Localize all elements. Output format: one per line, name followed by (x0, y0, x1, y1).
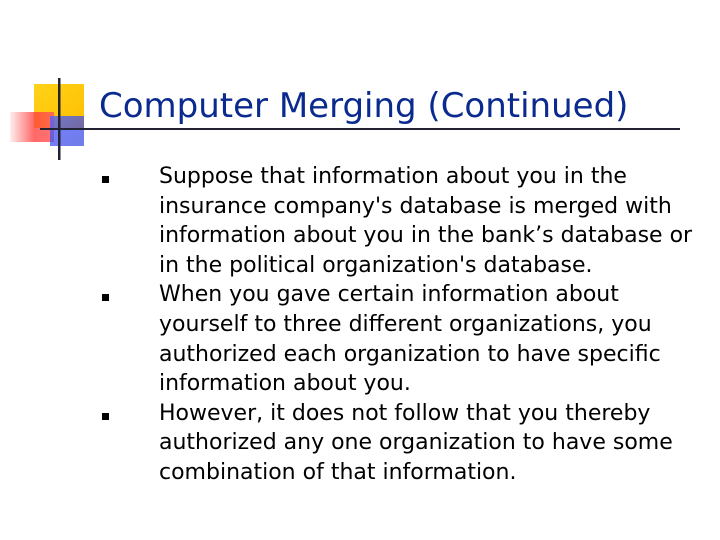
bullet-item (102, 162, 702, 280)
square-bullet-icon (102, 413, 109, 420)
slide-title: Computer Merging (Continued) (99, 86, 629, 126)
blue-square (50, 116, 84, 146)
square-bullet-icon (102, 176, 109, 183)
bullet-list (102, 162, 702, 488)
red-square (10, 112, 54, 142)
bullet-item (102, 399, 702, 488)
bullet-item (102, 280, 702, 398)
bullet-text: When you gave certain information about yourself to three different organizations, you authorized each organization to have specific information about you. (159, 282, 661, 397)
horizontal-rule (40, 128, 680, 130)
square-bullet-icon (102, 294, 109, 301)
vertical-rule (58, 78, 61, 160)
bullet-text: However, it does not follow that you thereby authorized any one organization to have some combination of that information. (159, 400, 673, 485)
bullet-text: Suppose that information about you in the insurance company's database is merged with information about you in the bank’s database or in the political organization's database. (159, 164, 693, 278)
